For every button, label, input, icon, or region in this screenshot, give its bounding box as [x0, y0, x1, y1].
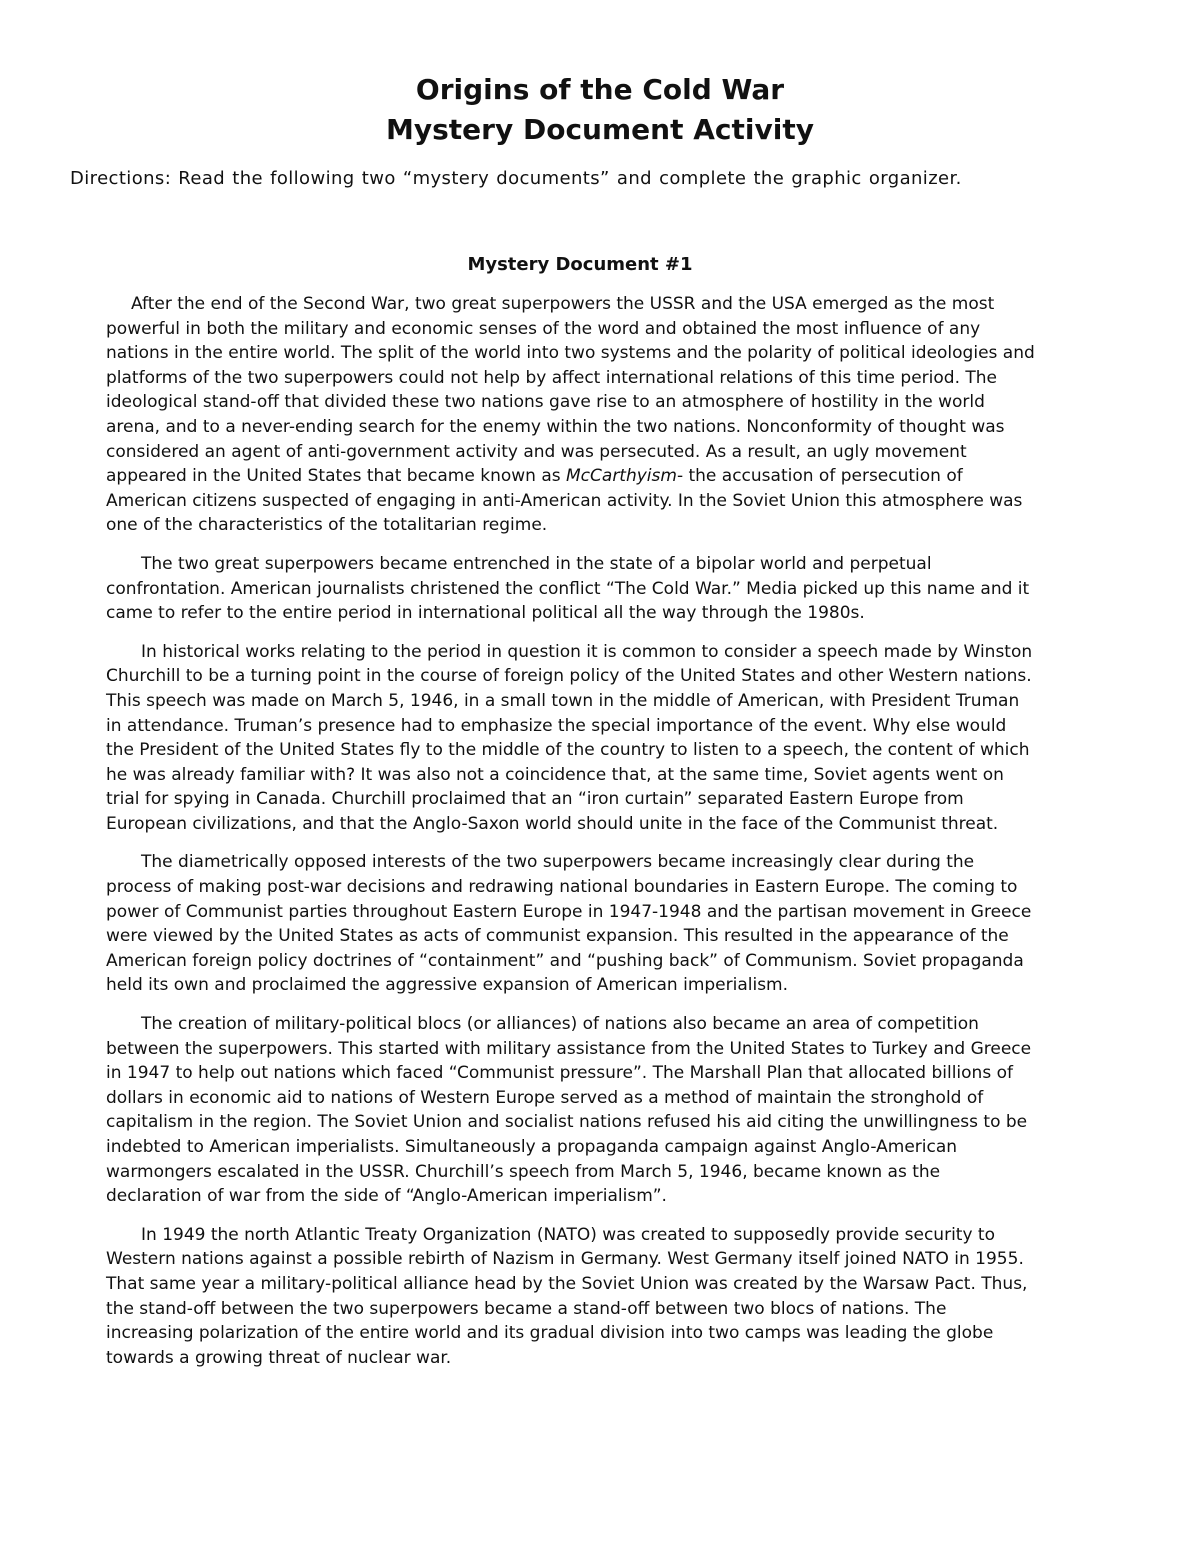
paragraph-6: In 1949 the north Atlantic Treaty Organization (NATO) was created to supposedly provide security to Western nations against a possible rebirth of Nazism in Germany. West Germany itself joined NATO in 1955. That same year a military-political alliance head by the Soviet Union was created by the Warsaw Pact. Thus, the stand-off between the two superpowers became a stand-off between two blocs of nations. The increasing polarization of the entire world and its gradual division into two camps was leading the globe towards a growing threat of nuclear war. — [106, 1224, 1028, 1368]
paragraph-5: The creation of military-political blocs (or alliances) of nations also became an area of competition between the superpowers. This started with military assistance from the United States to Turkey and Greece in 1947 to help out nations which faced “Communist pressure”. The Marshall Plan that allocated billions of dollars in economic aid to nations of Western Europe served as a method of maintain the stronghold of capitalism in the region. The Soviet Union and socialist nations refused his aid citing the unwillingness to be indebted to American imperialists. Simultaneously a propaganda campaign against Anglo-American warmongers escalated in the USSR. Churchill’s speech from March 5, 1946, became known as the declaration of war from the side of “Anglo-American imperialism”. — [106, 1014, 1032, 1207]
paragraph-4: The diametrically opposed interests of the two superpowers became increasingly clear during the process of making post-war decisions and redrawing national boundaries in Eastern Europe. The coming to power of Communist parties throughout Eastern Europe in 1947-1948 and the partisan movement in Greece were viewed by the United States as acts of communist expansion. This resulted in the appearance of the American foreign policy doctrines of “containment” and “pushing back” of Communism. Soviet propaganda held its own and proclaimed the aggressive expansion of American imperialism. — [106, 852, 1032, 996]
paragraph-1-part-b: - the accusation of persecution of American citizens suspected of engaging in anti-American activity. In the Soviet Union this atmosphere was one of the characteristics of the totalitarian regime. — [106, 466, 1023, 536]
paragraph-2: The two great superpowers became entrenched in the state of a bipolar world and perpetual confrontation. American journalists christened the conflict “The Cold War.” Media picked up this name and it came to refer to the entire period in international political all the way through the 1980s. — [106, 553, 1030, 624]
paragraph-3: In historical works relating to the period in question it is common to consider a speech made by Winston Churchill to be a turning point in the course of foreign policy of the United States and other Western nations. This speech was made on March 5, 1946, in a small town in the middle of American, with President Truman in attendance. Truman’s presence had to emphasize the special importance of the event. Why else would the President of the United States fly to the middle of the country to listen to a speech, the content of which he was already familiar with? It was also not a coincidence that, at the same time, Soviet agents went on trial for spying in Canada. Churchill proclaimed that an “iron curtain” separated Eastern Europe from European civilizations, and that the Anglo-Saxon world should unite in the face of the Communist threat. — [106, 641, 1033, 834]
document-body — [106, 292, 1036, 1384]
directions-text: Directions: Read the following two “mystery documents” and complete the graphic organizer. — [70, 168, 962, 189]
page-title: Origins of the Cold War — [415, 73, 785, 106]
paragraph-1-part-a: After the end of the Second War, two great superpowers the USSR and the USA emerged as the most powerful in both the military and economic senses of the word and obtained the most influence of any nations in the entire world. The split of the world into two systems and the polarity of political ideologies and platforms of the two superpowers could not help by affect international relations of this time period. The ideological stand-off that divided these two nations gave rise to an atmosphere of hostility in the world arena, and to a never-ending search for the enemy within the two nations. Nonconformity of thought was considered an agent of anti-government activity and was persecuted. As a result, an ugly movement appeared in the United States that became known as — [106, 294, 1035, 487]
title-block — [0, 70, 1200, 150]
document-heading: Mystery Document #1 — [467, 254, 693, 275]
page-subtitle: Mystery Document Activity — [386, 113, 814, 146]
mccarthyism-term: McCarthyism — [566, 466, 677, 487]
paragraph-1 — [106, 292, 1036, 538]
